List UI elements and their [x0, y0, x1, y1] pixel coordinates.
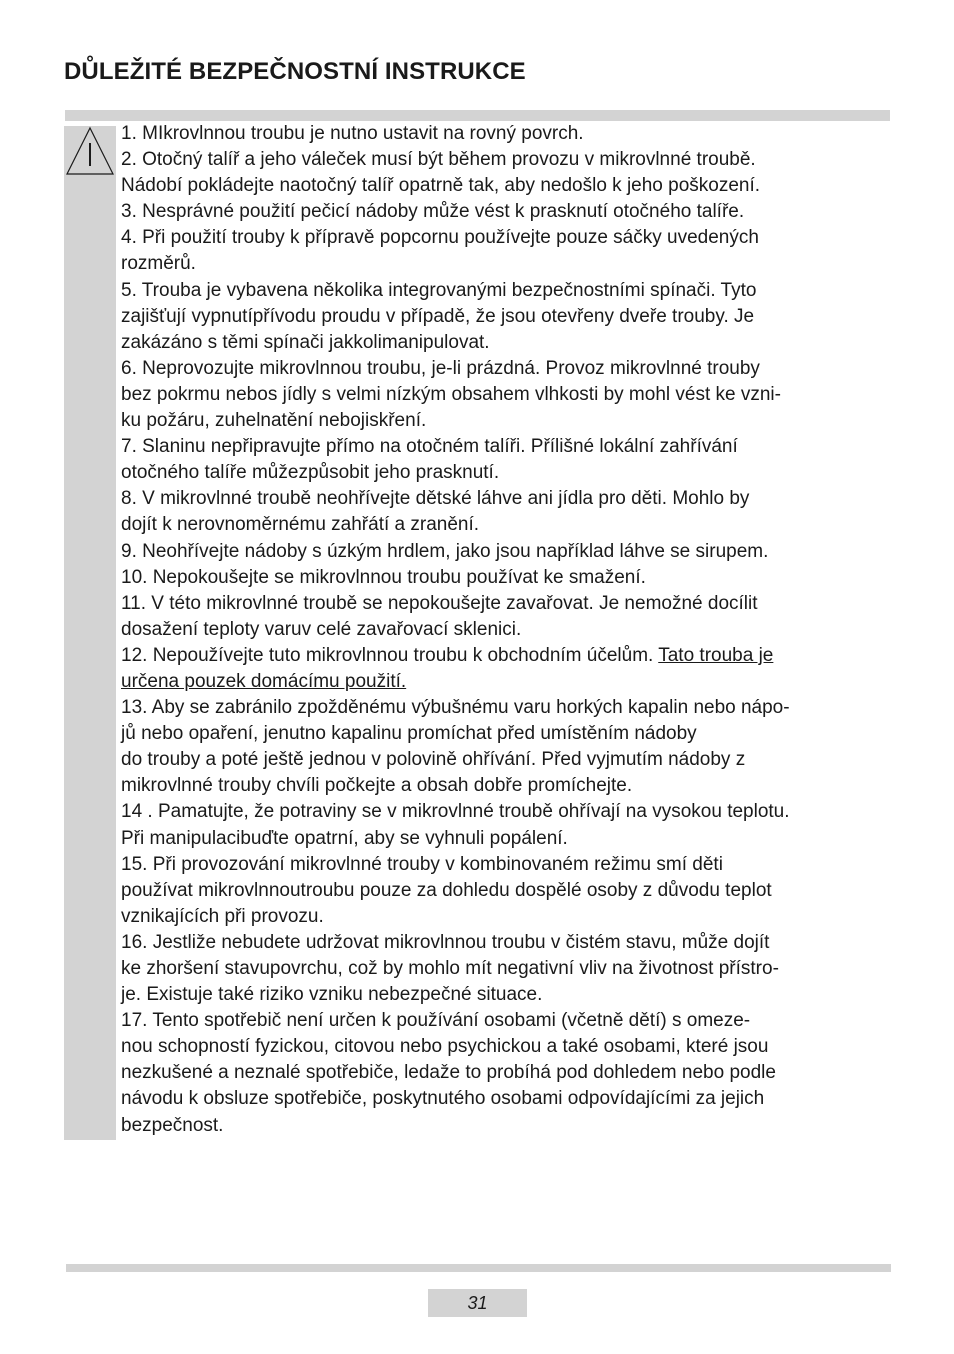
page-number-box	[428, 1289, 527, 1317]
instruction-item: 15. Při provozování mikrovlnné trouby v kombinovaném režimu smí děti používat mikrovlnnoutroubu pouze za dohledu dospělé osoby z důvodu teplot vznikajících při provozu.	[121, 853, 772, 927]
warning-side-bar	[64, 126, 116, 1140]
instruction-item: 14 . Pamatujte, že potraviny se v mikrovlnné troubě ohřívají na vysokou teplotu. Při manipulacibuďte opatrní, aby se vyhnuli popálení.	[121, 801, 790, 849]
instruction-item: 11. V této mikrovlnné troubě se nepokoušejte zavařovat. Je nemožné docílit dosažení teploty varuv celé zavařovací sklenici.	[121, 592, 758, 640]
instruction-item: 17. Tento spotřebič není určen k používání osobami (včetně dětí) s omeze- nou schopností fyzickou, citovou nebo psychickou a také osobami, které jsou nezkušené a neznalé spotřebiče, ledaže to probíhá pod dohledem nebo podle návodu k obsluze spotřebiče, poskytnutého osobami odpovídajícími za jejich bezpečnost.	[121, 1010, 776, 1136]
instruction-item: 7. Slaninu nepřipravujte přímo na otočném talíři. Přílišné lokální zahřívání otočného talíře můžezpůsobit jeho prasknutí.	[121, 436, 738, 484]
instruction-item: 2. Otočný talíř a jeho váleček musí být během provozu v mikrovlnné troubě. Nádobí pokládejte naotočný talíř opatrně tak, aby nedošlo k jeho poškození.	[121, 149, 761, 197]
instruction-item: 8. V mikrovlnné troubě neohřívejte dětské láhve ani jídla pro děti. Mohlo by dojít k nerovnoměrnému zahřátí a zranění.	[121, 488, 750, 536]
page-number: 31	[467, 1292, 488, 1313]
bottom-divider	[66, 1264, 891, 1272]
instruction-item: 4. Při použití trouby k přípravě popcornu používejte pouze sáčky uvedených rozměrů.	[121, 227, 759, 275]
instruction-item: 16. Jestliže nebudete udržovat mikrovlnnou troubu v čistém stavu, může dojít ke zhoršení stavupovrchu, což by mohlo mít negativní vliv na životnost přístro- je. Existuje také riziko vzniku nebezpečné situace.	[121, 931, 779, 1006]
warning-triangle-icon	[65, 126, 115, 176]
safety-instructions	[121, 121, 896, 1139]
top-divider	[65, 110, 890, 121]
instruction-item: 9. Neohřívejte nádoby s úzkým hrdlem, jako jsou například láhve se sirupem.	[121, 540, 769, 562]
page-title: DŮLEŽITÉ BEZPEČNOSTNÍ INSTRUKCE	[64, 58, 526, 85]
instruction-item: 1. MIkrovlnnou troubu je nutno ustavit na rovný povrch.	[121, 123, 584, 144]
instruction-item: 3. Nesprávné použití pečicí nádoby může vést k prasknutí otočného talíře.	[121, 201, 745, 223]
underlined-note: Tato trouba je	[658, 644, 774, 666]
instruction-item: 13. Aby se zabránilo zpožděnému výbušnému varu horkých kapalin nebo nápo- jů nebo opaření, jenutno kapalinu promíchat před umístěním nádoby do trouby a poté ještě jednou v polovině ohřívání. Před vyjmutím nádoby z mikrovlnné trouby chvíli počkejte a obsah dobře promíchejte.	[121, 697, 790, 797]
instruction-item: 5. Trouba je vybavena několika integrovanými bezpečnostními spínači. Tyto zajišťují vypnutípřívodu proudu v případě, že jsou otevřeny dveře trouby. Je zakázáno s těmi spínači jakkolimanipulovat.	[121, 279, 757, 353]
instruction-item: 10. Nepokoušejte se mikrovlnnou troubu používat ke smažení.	[121, 566, 646, 588]
instruction-item: 12. Nepoužívejte tuto mikrovlnnou troubu k obchodním účelům. Tato trouba je určena pouzek domácímu použití.	[121, 644, 774, 692]
underlined-note: určena pouzek domácímu použití.	[121, 670, 407, 692]
instruction-item: 6. Neprovozujte mikrovlnnou troubu, je-li prázdná. Provoz mikrovlnné trouby bez pokrmu nebos jídly s velmi nízkým obsahem vlhkosti by mohl vést ke vzni- ku požáru, zuhelnatění nebojiskření.	[121, 357, 781, 432]
